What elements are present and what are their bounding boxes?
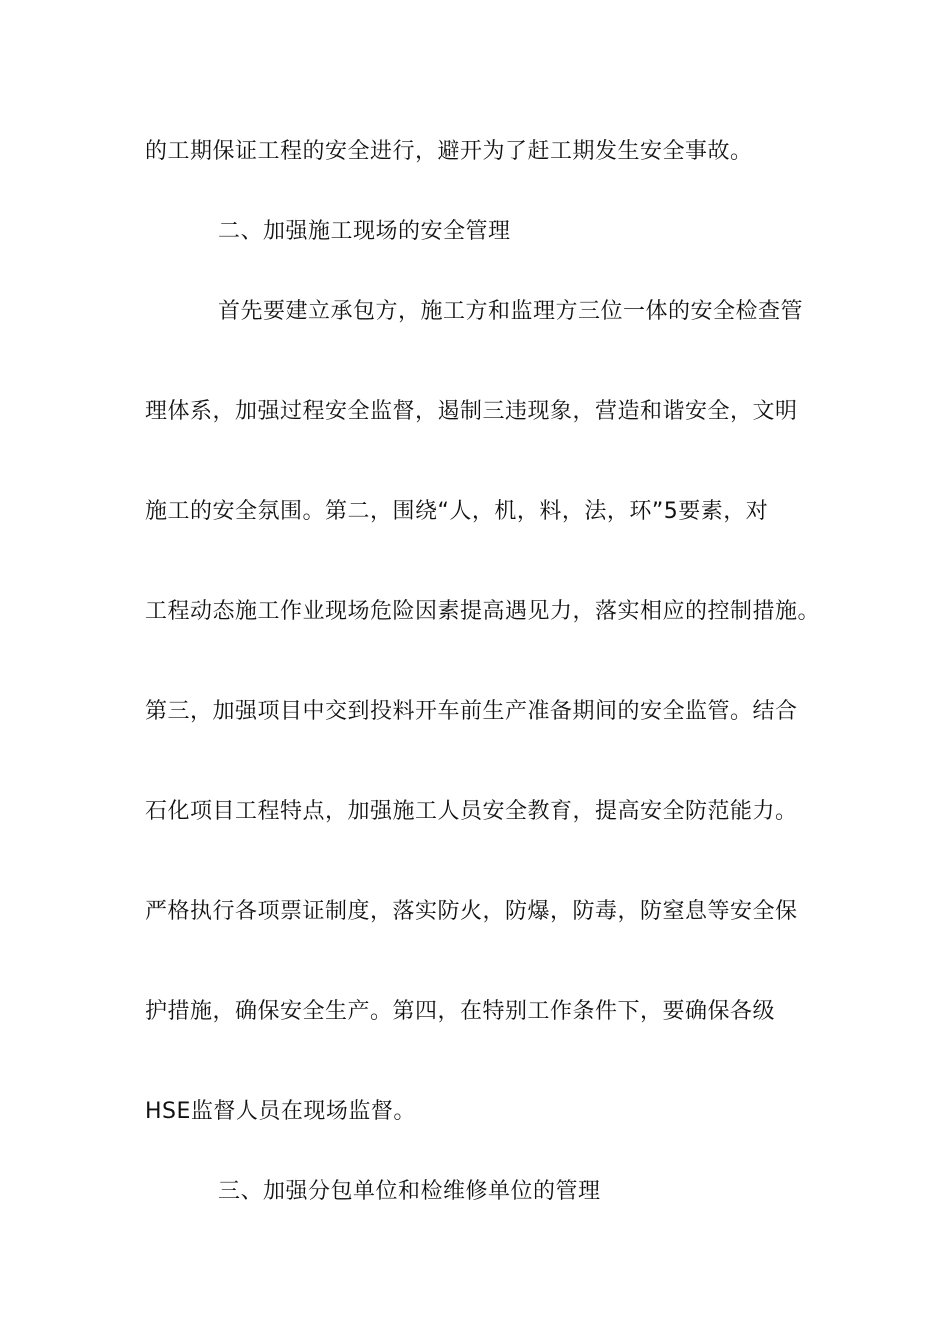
paragraph-line: 施工的安全氛围。第二，围绕“人，机，料，法，环”5要素，对 xyxy=(145,499,769,524)
paragraph-line: HSE监督人员在现场监督。 xyxy=(145,1099,416,1124)
section-heading-2: 二、加强施工现场的安全管理 xyxy=(218,219,511,244)
paragraph-line: 严格执行各项票证制度，落实防火，防爆，防毒，防窒息等安全保 xyxy=(145,899,798,924)
paragraph-line: 理体系，加强过程安全监督，遏制三违现象，营造和谐安全，文明 xyxy=(145,399,798,424)
paragraph-line: 护措施，确保安全生产。第四，在特别工作条件下，要确保各级 xyxy=(145,999,776,1024)
paragraph-continuation: 的工期保证工程的安全进行，避开为了赶工期发生安全事故。 xyxy=(145,139,753,164)
paragraph-line: 首先要建立承包方，施工方和监理方三位一体的安全检查管 xyxy=(218,299,804,324)
section-heading-3: 三、加强分包单位和检维修单位的管理 xyxy=(218,1179,601,1204)
paragraph-line: 工程动态施工作业现场危险因素提高遇见力，落实相应的控制措施。 xyxy=(145,599,821,624)
paragraph-line: 石化项目工程特点，加强施工人员安全教育，提高安全防范能力。 xyxy=(145,799,798,824)
paragraph-line: 第三，加强项目中交到投料开车前生产准备期间的安全监管。结合 xyxy=(145,699,798,724)
